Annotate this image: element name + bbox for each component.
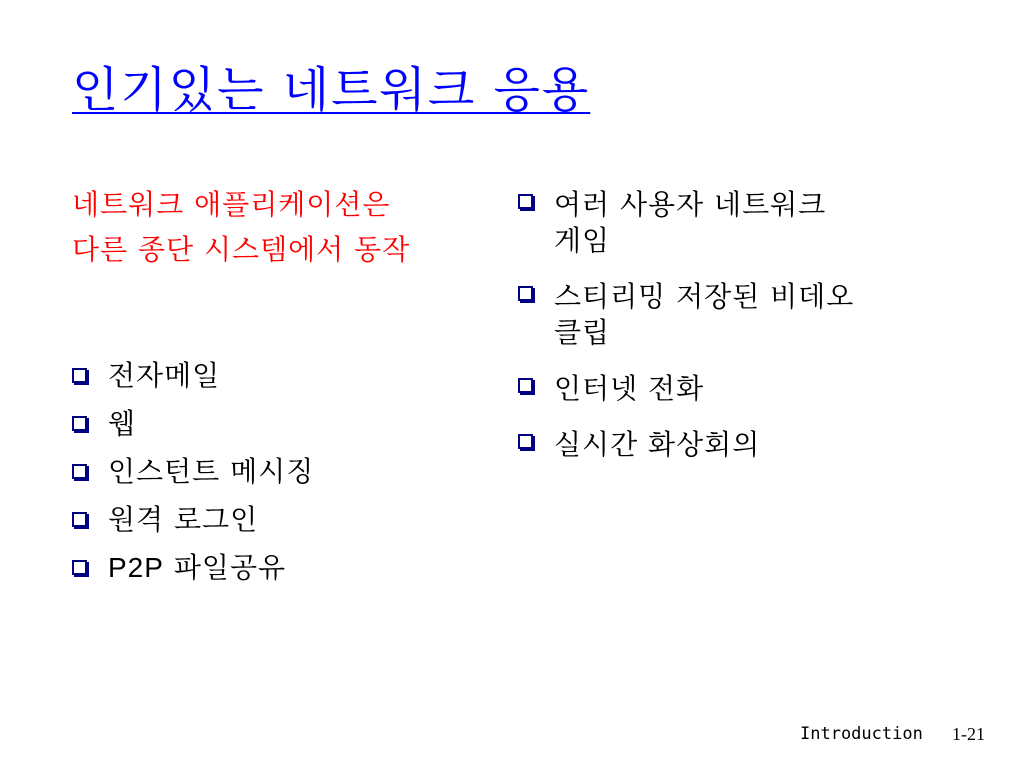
list-item: [72, 544, 502, 592]
bullet-label: 파일공유: [173, 551, 287, 584]
bullet-label: 원격 로그인: [108, 503, 259, 536]
bullet-line: 여러 사용자 네트워크: [554, 188, 827, 221]
page-number: 1-21: [952, 724, 985, 744]
square-bullet-icon: [72, 464, 87, 479]
list-item: [72, 448, 502, 496]
list-item: [518, 366, 958, 412]
right-bullet-list: [518, 182, 958, 468]
bullet-line: 게임: [554, 224, 611, 257]
list-item: [518, 182, 958, 264]
slide-title: 인기있는 네트워크 응용: [72, 62, 591, 118]
list-item: [518, 274, 958, 356]
bullet-prefix: P2P: [108, 552, 164, 583]
footer-label: Introduction: [800, 724, 923, 744]
bullet-line: 클립: [554, 316, 611, 349]
bullet-label: [554, 279, 854, 351]
square-bullet-icon: [518, 194, 533, 209]
right-column: [518, 182, 958, 478]
intro-line: 다른 종단 시스템에서 동작: [72, 233, 411, 266]
left-bullet-list: [72, 352, 502, 592]
square-bullet-icon: [72, 416, 87, 431]
list-item: [518, 422, 958, 468]
list-item: [72, 496, 502, 544]
bullet-label: 인스턴트 메시징: [108, 455, 315, 488]
list-item: [72, 400, 502, 448]
square-bullet-icon: [72, 512, 87, 527]
left-column: [72, 182, 502, 592]
list-item: [72, 352, 502, 400]
square-bullet-icon: [72, 560, 87, 575]
square-bullet-icon: [518, 378, 533, 393]
bullet-label: 인터넷 전화: [554, 372, 705, 405]
bullet-label: 웹: [108, 407, 137, 440]
square-bullet-icon: [518, 434, 533, 449]
bullet-line: 스티리밍 저장된 비데오: [554, 280, 855, 313]
square-bullet-icon: [72, 368, 87, 383]
square-bullet-icon: [518, 286, 533, 301]
bullet-label: 전자메일: [108, 359, 221, 392]
intro-line: 네트워크 애플리케이션은: [72, 188, 391, 221]
bullet-label: 실시간 화상회의: [554, 428, 761, 461]
intro-text: [72, 182, 502, 272]
bullet-label: [554, 187, 826, 259]
